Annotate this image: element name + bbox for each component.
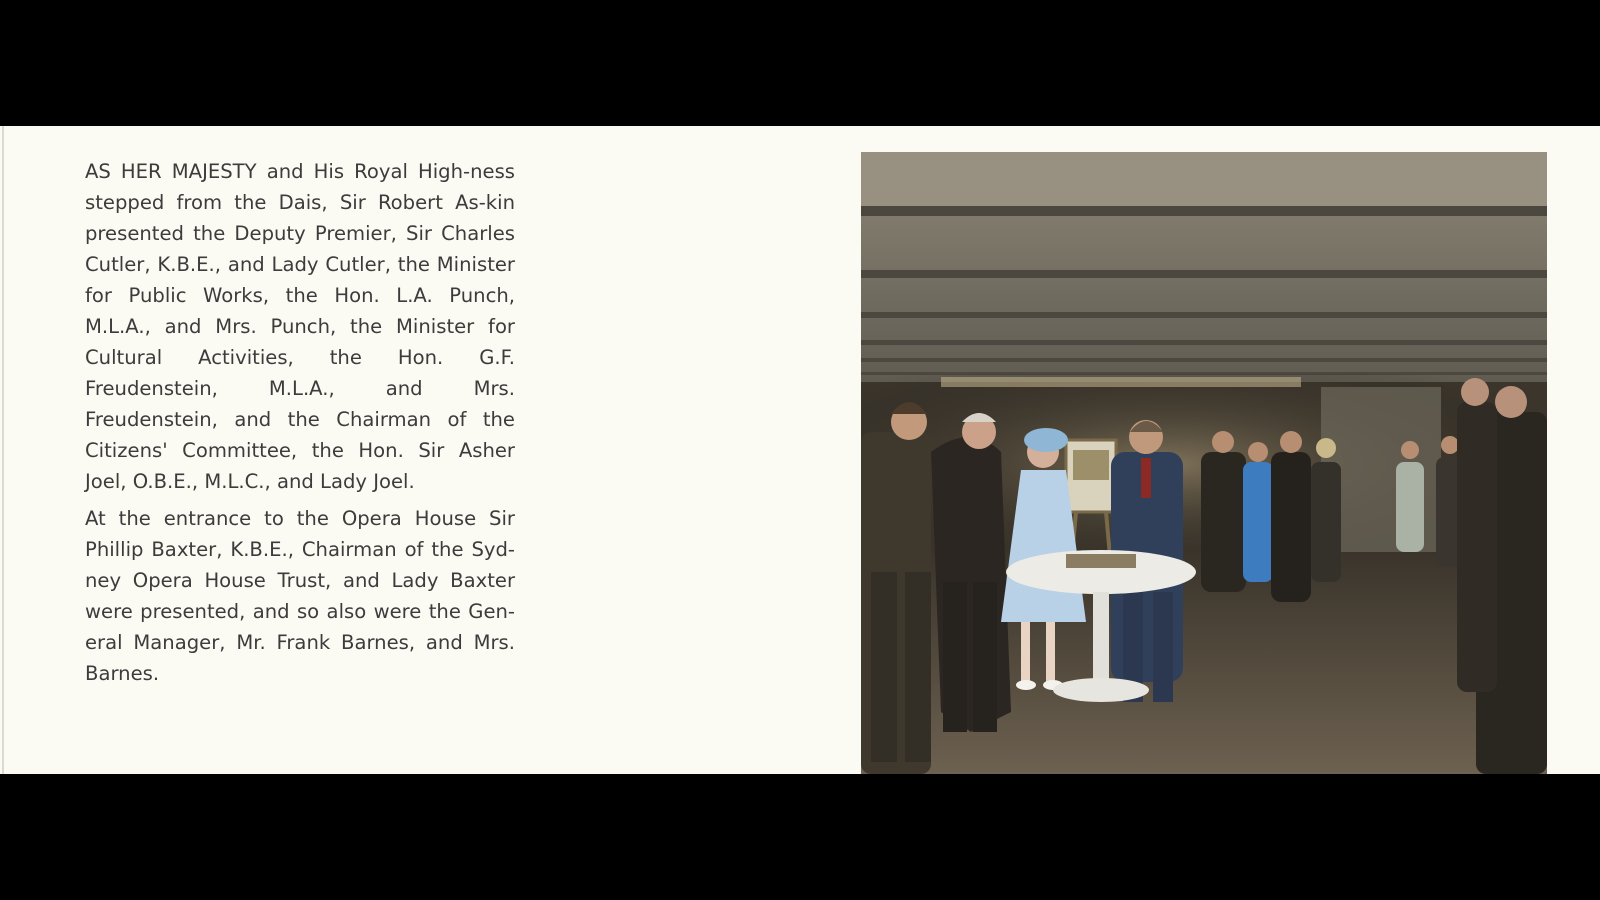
book-page [0, 126, 1600, 774]
photograph [861, 152, 1547, 774]
paragraph-2: At the entrance to the Opera House Sir Phillip Baxter, K.B.E., Chairman of the Syd-ney Opera House Trust, and Lady Baxter were presented, and so also were the Gen-eral Manager, Mr. Frank Barnes, and Mrs. Barnes. [85, 507, 515, 685]
page-edge [2, 126, 4, 774]
body-text [85, 156, 515, 695]
paragraph-1: AS HER MAJESTY and His Royal High-ness stepped from the Dais, Sir Robert As-kin presented the Deputy Premier, Sir Charles Cutler, K.B.E., and Lady Cutler, the Minister for Public Works, the Hon. L.A. Punch, M.L.A., and Mrs. Punch, the Minister for Cultural Activities, the Hon. G.F. Freudenstein, M.L.A., and Mrs. Freudenstein, and the Chairman of the Citizens' Committee, the Hon. Sir Asher Joel, O.B.E., M.L.C., and Lady Joel. [85, 160, 515, 493]
photo-illustration [861, 152, 1547, 774]
